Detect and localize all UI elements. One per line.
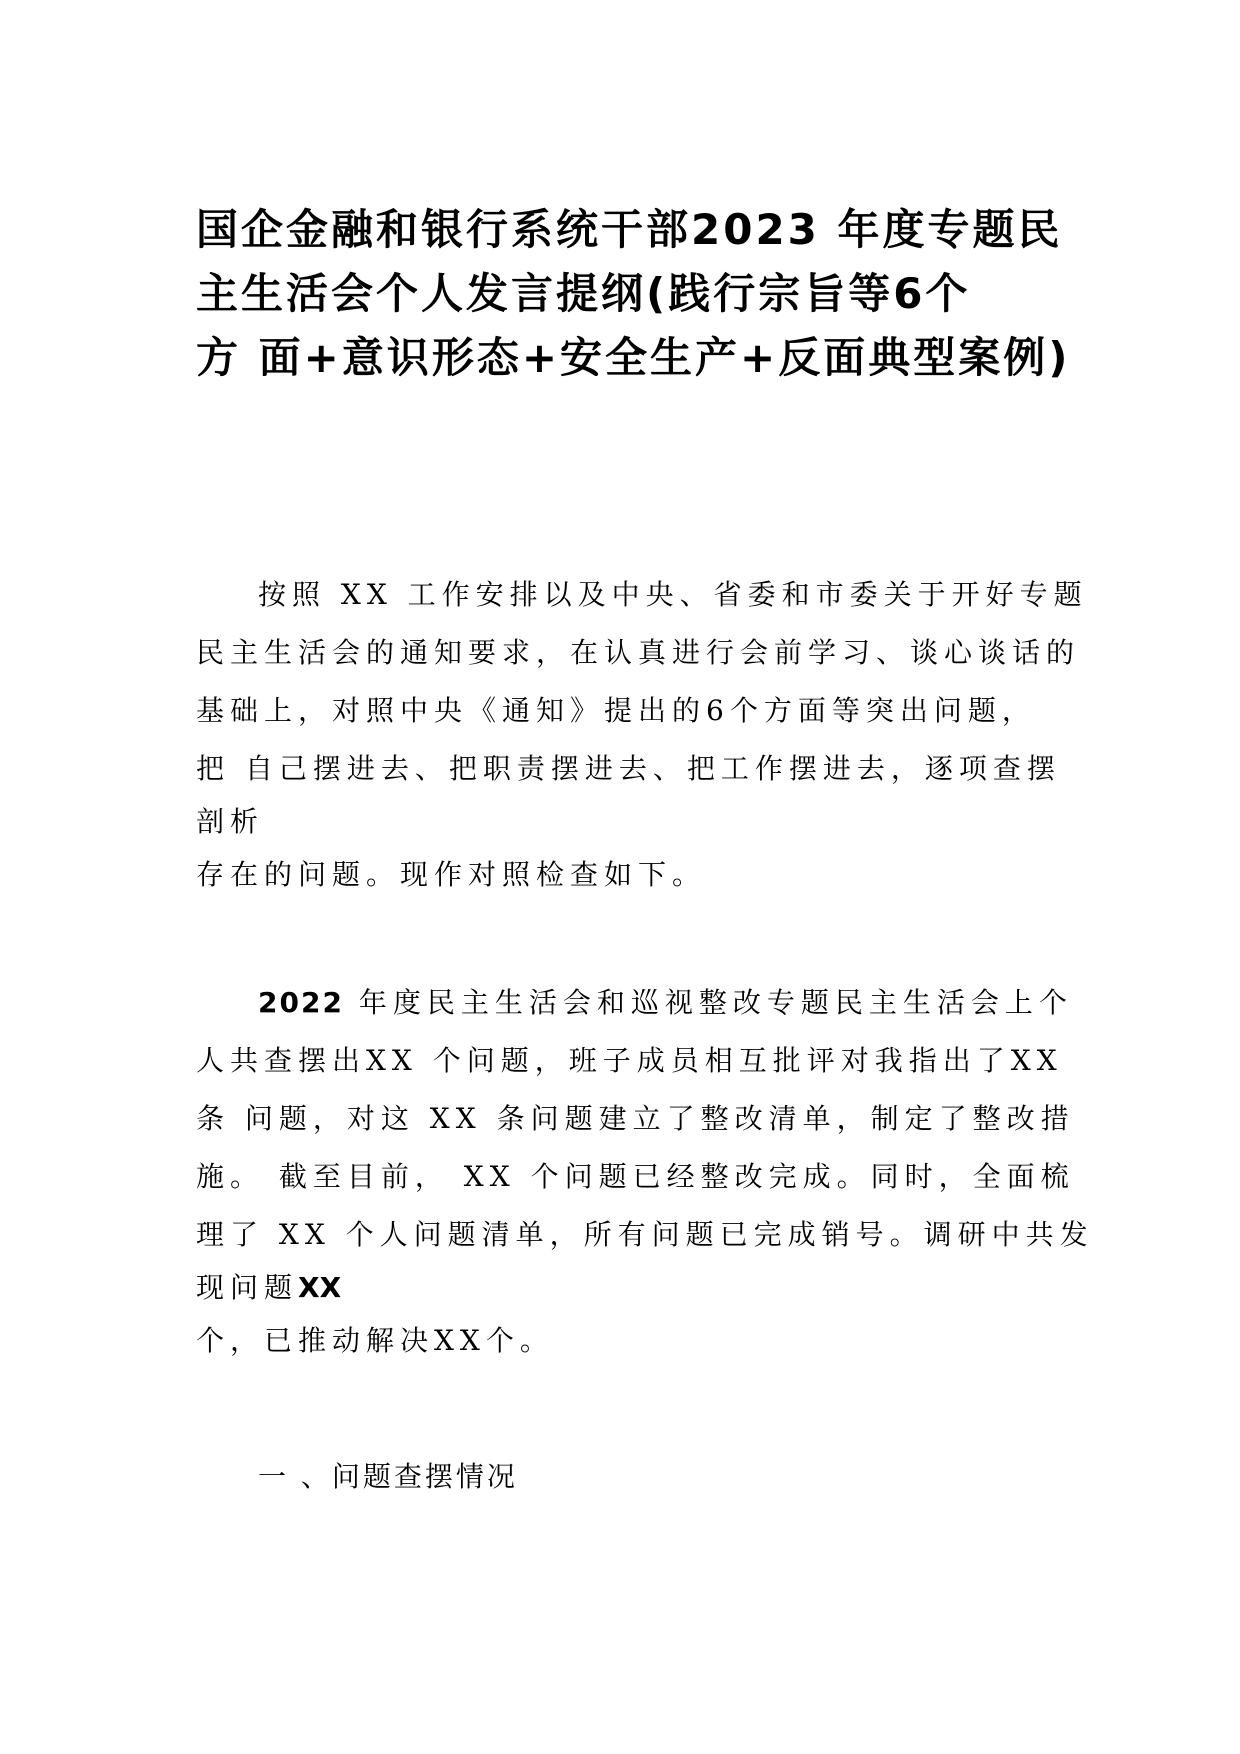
- paragraph-line: 个，已推动解决XX个。: [196, 1324, 554, 1357]
- paragraph-line: [196, 974, 1076, 1032]
- paragraph-intro: [196, 566, 1088, 904]
- paragraph-line: 存在的问题。现作对照检查如下。: [196, 858, 707, 891]
- paragraph-review: [196, 974, 1094, 1370]
- paragraph-line: 把 自己摆进去、把职责摆进去、把工作摆进去，逐项查摆: [196, 752, 1061, 785]
- bold-placeholder: XX: [298, 1271, 342, 1304]
- paragraph-line: [196, 1264, 1076, 1312]
- title-line: 国企金融和银行系统干部2023 年度专题民: [196, 205, 1063, 254]
- paragraph-line: 理了 XX 个人问题清单，所有问题已完成销号。调研中共发: [196, 1218, 1094, 1251]
- year-text: 2022: [258, 986, 344, 1019]
- paragraph-line: 基础上，对照中央《通知》提出的6个方面等突出问题，: [196, 694, 1036, 727]
- paragraph-line: 人共查摆出XX 个问题，班子成员相互批评对我指出了XX: [196, 1044, 1063, 1077]
- paragraph-line: 剖析: [196, 805, 265, 838]
- title-line: 主生活会个人发言提纲(践行宗旨等6个: [196, 269, 971, 318]
- title-line: 方 面+意识形态+安全生产+反面典型案例): [196, 333, 1071, 382]
- paragraph-line: 施。 截至目前， XX 个问题已经整改完成。同时，全面梳: [196, 1160, 1075, 1193]
- paragraph-line: 按照 XX 工作安排以及中央、省委和市委关于开好专题: [258, 578, 1088, 611]
- paragraph-line: 条 问题，对这 XX 条问题建立了整改清单，制定了整改措: [196, 1102, 1075, 1135]
- paragraph-line: 民主生活会的通知要求，在认真进行会前学习、谈心谈话的: [196, 636, 1081, 669]
- document-title: [196, 198, 1076, 390]
- section-heading: 一 、问题查摆情况: [258, 1460, 518, 1493]
- paragraph-text: 现问题: [196, 1271, 299, 1304]
- paragraph-text: 年度民主生活会和巡视整改专题民主生活会上个: [343, 986, 1073, 1019]
